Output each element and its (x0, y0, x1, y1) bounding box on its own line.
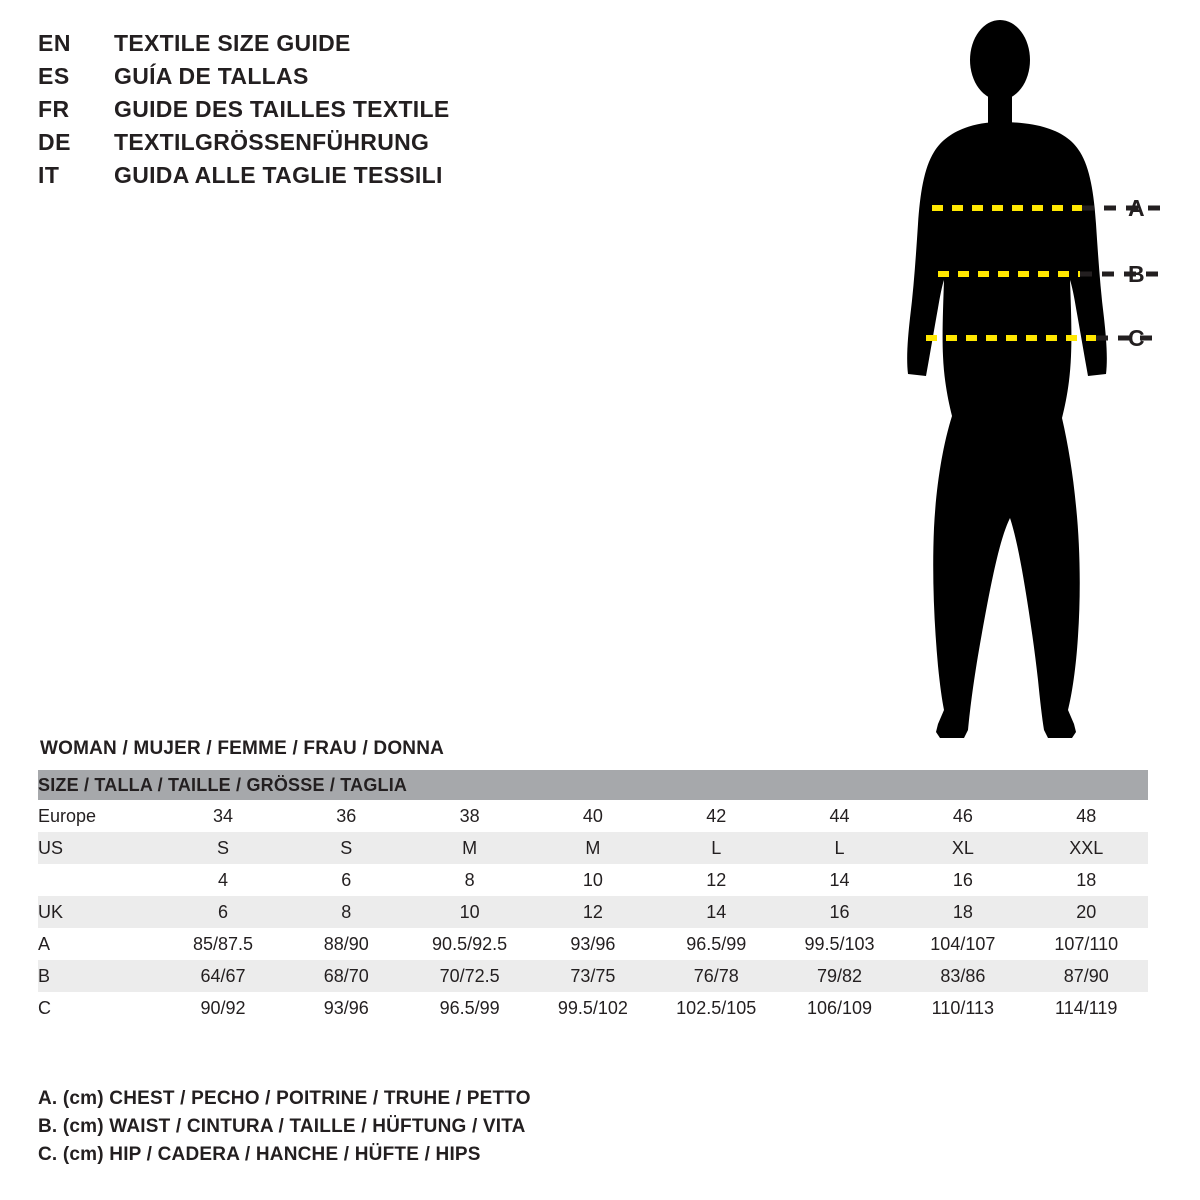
language-row (38, 63, 558, 96)
mark-label-b: B (1128, 261, 1145, 287)
cell: 85/87.5 (161, 928, 284, 960)
cell: 73/75 (531, 960, 654, 992)
cell: 44 (778, 800, 901, 832)
cell: S (285, 832, 408, 864)
language-code: EN (38, 30, 71, 56)
row-label: C (38, 992, 161, 1024)
cell: L (778, 832, 901, 864)
section-heading: WOMAN / MUJER / FEMME / FRAU / DONNA (40, 738, 445, 759)
legend-block (38, 1088, 838, 1172)
cell: 18 (901, 896, 1024, 928)
cell: 106/109 (778, 992, 901, 1024)
table-row (38, 832, 1148, 864)
language-title: TEXTILE SIZE GUIDE (114, 30, 351, 56)
cell: 10 (408, 896, 531, 928)
language-row (38, 96, 558, 129)
cell: 99.5/102 (531, 992, 654, 1024)
cell: 99.5/103 (778, 928, 901, 960)
row-label: A (38, 928, 161, 960)
table-row (38, 896, 1148, 928)
cell: M (408, 832, 531, 864)
legend-line-a: A. (cm) CHEST / PECHO / POITRINE / TRUHE / PETTO (38, 1088, 531, 1109)
cell: 93/96 (531, 928, 654, 960)
cell: 38 (408, 800, 531, 832)
language-title-block (38, 30, 558, 195)
cell: 68/70 (285, 960, 408, 992)
row-label: B (38, 960, 161, 992)
cell: 12 (531, 896, 654, 928)
cell: 36 (285, 800, 408, 832)
mark-label-c: C (1128, 325, 1145, 351)
legend-line-b: B. (cm) WAIST / CINTURA / TAILLE / HÜFTUNG / VITA (38, 1116, 526, 1137)
cell: 8 (408, 864, 531, 896)
language-title: GUIDE DES TAILLES TEXTILE (114, 96, 450, 122)
language-code: FR (38, 96, 70, 122)
cell: 16 (778, 896, 901, 928)
cell: 107/110 (1025, 928, 1149, 960)
cell: S (161, 832, 284, 864)
cell: 18 (1025, 864, 1149, 896)
cell: 12 (655, 864, 778, 896)
cell: 76/78 (655, 960, 778, 992)
row-label: US (38, 832, 161, 864)
cell: 102.5/105 (655, 992, 778, 1024)
cell: 96.5/99 (655, 928, 778, 960)
cell: 70/72.5 (408, 960, 531, 992)
cell: XL (901, 832, 1024, 864)
cell: XXL (1025, 832, 1149, 864)
table-header-label: SIZE / TALLA / TAILLE / GRÖSSE / TAGLIA (38, 770, 1148, 800)
cell: 10 (531, 864, 654, 896)
language-row (38, 30, 558, 63)
language-title: TEXTILGRÖSSENFÜHRUNG (114, 129, 430, 155)
cell: 83/86 (901, 960, 1024, 992)
language-title: GUÍA DE TALLAS (114, 63, 309, 89)
cell: 90/92 (161, 992, 284, 1024)
size-table (38, 770, 1148, 1024)
language-row (38, 129, 558, 162)
cell: 16 (901, 864, 1024, 896)
cell: 40 (531, 800, 654, 832)
size-table-section (38, 738, 1166, 1024)
language-code: DE (38, 129, 71, 155)
table-row (38, 992, 1148, 1024)
row-label (38, 864, 161, 896)
cell: 64/67 (161, 960, 284, 992)
cell: 34 (161, 800, 284, 832)
cell: 79/82 (778, 960, 901, 992)
cell: 8 (285, 896, 408, 928)
language-code: IT (38, 162, 60, 188)
cell: 87/90 (1025, 960, 1149, 992)
table-row (38, 960, 1148, 992)
legend-line-c: C. (cm) HIP / CADERA / HANCHE / HÜFTE / HIPS (38, 1144, 481, 1165)
table-row (38, 928, 1148, 960)
row-label: Europe (38, 800, 161, 832)
table-header-row (38, 770, 1148, 800)
cell: 90.5/92.5 (408, 928, 531, 960)
language-row (38, 162, 558, 195)
cell: 96.5/99 (408, 992, 531, 1024)
cell: 104/107 (901, 928, 1024, 960)
cell: M (531, 832, 654, 864)
table-row (38, 800, 1148, 832)
cell: L (655, 832, 778, 864)
cell: 110/113 (901, 992, 1024, 1024)
body-figure (860, 18, 1190, 758)
mark-label-a: A (1128, 195, 1145, 221)
cell: 20 (1025, 896, 1149, 928)
cell: 46 (901, 800, 1024, 832)
row-label: UK (38, 896, 161, 928)
cell: 14 (655, 896, 778, 928)
cell: 114/119 (1025, 992, 1149, 1024)
cell: 6 (161, 896, 284, 928)
silhouette-graphic (860, 18, 1190, 758)
cell: 14 (778, 864, 901, 896)
cell: 48 (1025, 800, 1149, 832)
cell: 6 (285, 864, 408, 896)
table-row (38, 864, 1148, 896)
cell: 42 (655, 800, 778, 832)
language-title: GUIDA ALLE TAGLIE TESSILI (114, 162, 443, 188)
cell: 4 (161, 864, 284, 896)
cell: 88/90 (285, 928, 408, 960)
language-code: ES (38, 63, 70, 89)
cell: 93/96 (285, 992, 408, 1024)
